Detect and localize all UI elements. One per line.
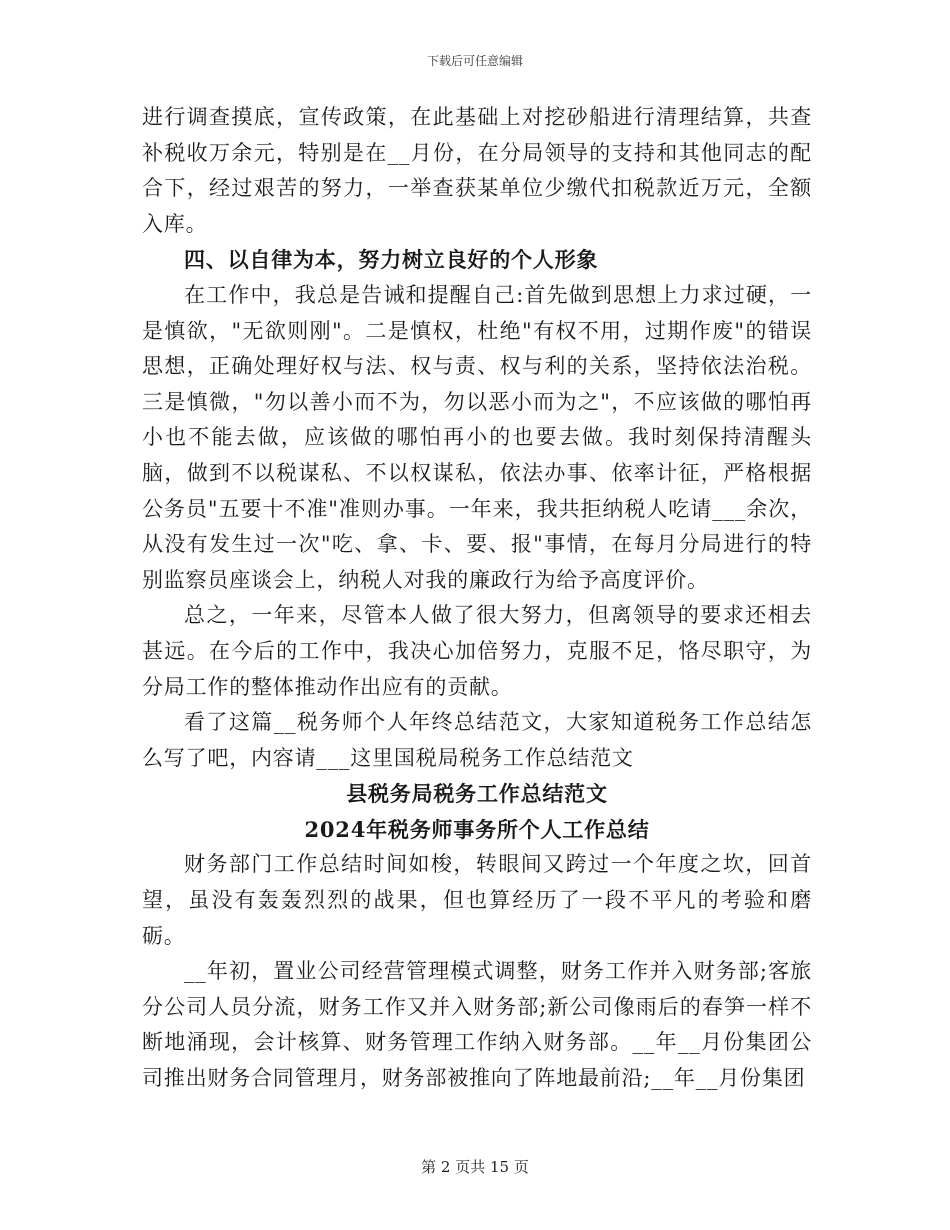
paragraph: 财务部门工作总结时间如梭，转眼间又跨过一个年度之坎，回首望，虽没有轰轰烈烈的战果，但也算经历了一段不平凡的考验和磨砺。 bbox=[142, 852, 812, 948]
document-subtitle: 2024年税务师事务所个人工作总结 bbox=[304, 816, 650, 842]
document-title: 县税务局税务工作总结范文 bbox=[346, 781, 608, 807]
paragraph: __年初，置业公司经营管理模式调整，财务工作并入财务部;客旅分公司人员分流，财务工作又并入财务部;新公司像雨后的春笋一样不断地涌现，会计核算、财务管理工作纳入财务部。__年__月份集团公司推出财务合同管理月，财务部被推向了阵地最前沿;__年__月份集团 bbox=[142, 959, 812, 1091]
paragraph: 总之，一年来，尽管本人做了很大努力，但离领导的要求还相去甚远。在今后的工作中，我决心加倍努力，克服不足，恪尽职守，为分局工作的整体推动作出应有的贡献。 bbox=[142, 603, 812, 699]
paragraph: 看了这篇__税务师个人年终总结范文，大家知道税务工作总结怎么写了吧，内容请___这里国税局税务工作总结范文 bbox=[142, 710, 812, 770]
paragraph: 在工作中，我总是告诫和提醒自己:首先做到思想上力求过硬，一是慎欲，"无欲则刚"。二是慎权，杜绝"有权不用，过期作废"的错误思想，正确处理好权与法、权与责、权与利的关系，坚持依法治税。三是慎微，"勿以善小而不为，勿以恶小而为之"，不应该做的哪怕再小也不能去做，应该做的哪怕再小的也要去做。我时刻保持清醒头脑，做到不以税谋私、不以权谋私，依法办事、依率计征，严格根据公务员"五要十不准"准则办事。一年来，我共拒纳税人吃请___余次，从没有发生过一次"吃、拿、卡、要、报"事情，在每月分局进行的特别监察员座谈会上，纳税人对我的廉政行为给予高度评价。 bbox=[142, 282, 812, 592]
page-number: 第 2 页共 15 页 bbox=[421, 1158, 529, 1176]
section-heading: 四、以自律为本，努力树立良好的个人形象 bbox=[184, 247, 599, 273]
page-header: 下载后可任意编辑 bbox=[426, 54, 523, 68]
document-body bbox=[142, 100, 812, 1097]
paragraph: 进行调查摸底，宣传政策，在此基础上对挖砂船进行清理结算，共查补税收万余元，特别是在__月份，在分局领导的支持和其他同志的配合下，经过艰苦的努力，一举查获某单位少缴代扣税款近万元，全额入库。 bbox=[142, 105, 812, 236]
